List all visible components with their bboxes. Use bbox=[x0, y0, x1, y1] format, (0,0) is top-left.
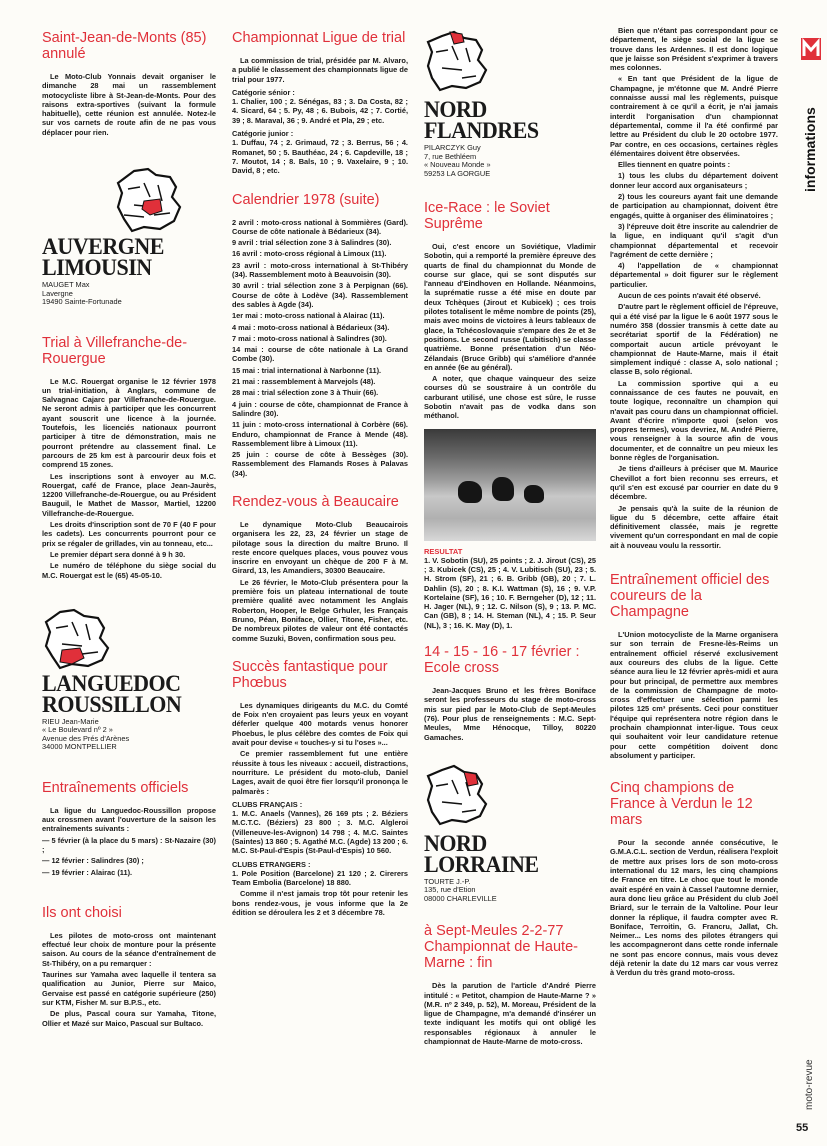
magazine-logo-icon bbox=[800, 36, 822, 62]
list-item: — 5 février (à la place du 5 mars) : St-Nazaire (30) ; bbox=[42, 835, 216, 854]
calendar-entry: 28 mai : trial sélection zone 3 à Thuir (66). bbox=[232, 388, 379, 398]
correspondent-address bbox=[424, 144, 596, 178]
region-map-auvergne-icon bbox=[114, 167, 184, 233]
magazine-name: moto-revue bbox=[804, 1059, 815, 1110]
section-label: informations bbox=[802, 107, 818, 192]
section-subheading: CLUBS FRANÇAIS : bbox=[232, 799, 303, 809]
article-body: 4) l'appellation de « championnat départemental » doit figurer sur le règlement particulier. bbox=[610, 261, 778, 289]
calendar-entry: 4 mai : moto-cross national à Bédarieux (34). bbox=[232, 322, 390, 332]
article-title-ecole-cross: 14 - 15 - 16 - 17 février : Ecole cross bbox=[424, 644, 580, 677]
page-sidebar bbox=[798, 0, 827, 1146]
article-title-ice-race: Ice-Race : le Soviet Suprême bbox=[424, 200, 550, 232]
article-body: Elles tiennent en quatre points : bbox=[618, 160, 731, 170]
article-title-entrainements: Entraînements officiels bbox=[42, 779, 189, 796]
region-map-languedoc-icon bbox=[42, 608, 112, 670]
article-body: Jean-Jacques Bruno et les frères Boniface seront les professeurs du stage de moto-cross mis sur pied par le Moto-Club de Sept-Meules (76). Pour plus de renseignements : M.C. Sept-Meules, Mme Hénocque, Tilloy, 80220 Gamaches. bbox=[424, 686, 596, 742]
article-body: Ce premier rassemblement fut une entière réussite à tous les niveaux : accueil, distractions, nourriture. Le président du moto-club, Daniel Lages, avait de quoi être fier lorsqu'il prononça le palmarès : bbox=[232, 749, 408, 796]
article-title-beaucaire: Rendez-vous à Beaucaire bbox=[232, 493, 399, 510]
address-line: TOURTE J.-P. bbox=[424, 876, 471, 886]
calendar-entry: 11 juin : moto-cross international à Corbère (66). Enduro, championnat de France à Mende (48). Rassemblement libre à Limoux (11). bbox=[232, 420, 408, 448]
region-map-nord-flandres-icon bbox=[424, 30, 488, 94]
article-body: Je pensais qu'à la suite de la réunion de ligue du 5 décembre, cette affaire était définitivement classée, mais je regrette vivement qu'un correspondant en mal de copie ait à nouveau voulu la ressortir. bbox=[610, 503, 778, 550]
calendar-entry: 14 mai : course de côte nationale à La Grand Combe (30). bbox=[232, 345, 408, 364]
article-body: Taurines sur Yamaha avec laquelle il tentera sa qualification au Junior, Pierre sur Maico, Gervaise est passé en catégorie supérieure (250) sur KTM, Fisher M. sur B.P.S., etc. bbox=[42, 970, 216, 1007]
article-body: Je tiens d'ailleurs à préciser que M. Maurice Chevillot a fort bien reconnu ses erreurs, et qu'il s'en est excusé par courrier en date du 9 décembre. bbox=[610, 464, 778, 502]
results-heading: RESULTAT bbox=[424, 546, 463, 556]
article-body: Oui, c'est encore un Soviétique, Vladimir Sobotin, qui a remporté la première épreuve des quarts de final du championnat du Monde de course sur glace, qui se sont disputés sur l'anneau d'Eindhoven en Hollande. Néanmoins, la suprématie russe a été mise en doute par deux Tchèques (Jirout et Kubicek) ; ces trois pilotes totalisent le même nombre de points (25), mais avec moins de victoires à leurs tableaux de glace, la Tchécoslovaquie s'empare des 2e et 3e positions. Le second russe (Lubitisch) se classe quatrième. Bonne présentation d'un Néo-Zélandais (Bruce Gribb) qui s'améliore d'année en année (6e au général). bbox=[424, 242, 596, 372]
calendar-entry: 25 juin : course de côte à Bessèges (30). Rassemblement des Flamands Roses à Palavas (34). bbox=[232, 450, 408, 478]
article-body: Le numéro de téléphone du siège social du M.C. Rouergat est le (65) 45-05-10. bbox=[42, 561, 216, 580]
section-subheading: Catégorie junior : bbox=[232, 129, 294, 139]
article-title-sept-meules: à Sept-Meules 2-2-77 Championnat de Haute-Marne : fin bbox=[424, 923, 578, 972]
article-body: Comme il n'est jamais trop tôt pour retenir les bons rendez-vous, je vous informe que la 2e édition se déroulera les 2 et 3 décembre 78. bbox=[232, 889, 408, 918]
calendar-entry: 9 avril : trial sélection zone 3 à Salindres (30). bbox=[232, 238, 392, 248]
correspondent-address bbox=[424, 878, 596, 904]
article-body: 1. Duffau, 74 ; 2. Grimaud, 72 ; 3. Berrus, 56 ; 4. Romanet, 50 ; 5. Bauthéac, 24 ; 6. Capdeville, 18 ; 7. Moutot, 14 ; 8. Bals, 10 ; 9. Vaxelaire, 9 ; 10. David, 8 ; etc. bbox=[232, 138, 408, 176]
calendar-entry: 21 mai : rassemblement à Marvejols (48). bbox=[232, 377, 376, 387]
article-body: Les pilotes de moto-cross ont maintenant effectué leur choix de monture pour la présente saison. Au cours de la séance d'entraînement de St-Thibéry, on a pu remarquer : bbox=[42, 930, 216, 968]
article-title-phoebus: Succès fantastique pour Phœbus bbox=[232, 658, 388, 691]
article-title-ils-ont-choisi: Ils ont choisi bbox=[42, 904, 122, 921]
article-body: Pour la seconde année consécutive, le G.M.A.C.L. section de Verdun, réalisera l'exploit de mettre aux prises lors de son moto-cross international du 12 mars, les cinq champions de France en titre. Le choc que tout le monde avait espéré en vain à Cassel l'automne dernier, aura donc lieu grâce au Président du club Joël Briard, sur le terrain de la Valtoline. Pour leur donner la réplique, il faudra compter avec R. Boniface, Terroitin, G. Francru, Jallat, Ch. Neimer... Les noms des pilotes étrangers qui les accompagneront dans cette ronde infernale ne sont pas encore connus, mais vous devez déjà retenir la date du 12 mars car vous verrez à Verdun du très grand moto-cross. bbox=[610, 838, 778, 978]
address-line: 19490 Sainte-Fortunade bbox=[42, 297, 122, 307]
article-body: Bien que n'étant pas correspondant pour ce département, le siège social de la ligue se trouve dans les Ardennes. Il est donc logique que je laisse son Président s'exprimer à travers mes colonnes. bbox=[610, 26, 778, 73]
article-body: L'Union motocycliste de la Marne organisera sur son terrain de Fresne-lès-Reims un entraînement officiel réservé exclusivement aux coureurs des clubs de la ligue. Cette séance aura lieu le 12 février après-midi et aura pour but principal, de permettre aux membres de la commission de Champagne de moto-cross d'effectuer une sélection parmi les pilotes 125 cm³ présents. Ceci pour constituer l'équipe qui représentera notre région dans le prochain championnat inter-ligue. Tous ceux qui souhaitent voir leur candidature retenue pour cette compétition doivent donc absolument y participer. bbox=[610, 630, 778, 760]
address-line: 7, rue Bethléem bbox=[424, 151, 477, 161]
address-line: Lavergne bbox=[42, 288, 73, 298]
results-list: 1. V. Sobotin (SU), 25 points ; 2. J. Jirout (CS), 25 ; 3. Kubicek (CS), 25 ; 4. V. Lubitisch (SU), 23 ; 5. H. Strom (SF), 21 ; 6. B. Gribb (GB), 20 ; 7. L. Dahlin (S), 20 ; 8. K.I. Wattman (S), 16 ; 9. V.P. Kortelaine (SF), 16 ; 10. F. Berngeher (D), 12 ; 11. H. Jager (NL), 9 ; 12. C. Nilson (S), 9 ; 13. P. MC. Can (GB), 8 ; 14. H. Steman (NL), 4 ; 15. P. Seur (NL), 3 ; 16. K. May (D), 1. bbox=[424, 555, 596, 630]
region-title-auvergne bbox=[42, 232, 216, 281]
article-body: 1. M.C. Anaels (Vannes), 26 169 pts ; 2. Béziers M.C.T.C. (Béziers) 23 800 ; 3. M.C. Algleroi (Villeneuve-les-Avignon) 14 798 ; 4. M.C. Saintes (Saintes) 13 860 ; 5. Agathé M.C. (Agde) 13 200 ; 6. M.C. St-Paul-d'Espis (St-Paul-d'Espis) 10 560. bbox=[232, 809, 408, 856]
article-body: Dès la parution de l'article d'André Pierre intitulé : « Petitot, champion de Haute-Marne ? » (M.R. nº 2 349, p. 52), M. Moreau, Président de la ligue de Champagne, m'a demandé d'insérer un texte indiquant les motifs qui ont obligé les responsables régionaux à annuler le championnat de Haute-Marne de moto-cross. bbox=[424, 981, 596, 1047]
calendar-entry: 23 avril : moto-cross international à St-Thibéry (34). Rassemblement moto à Beauvoisin (30). bbox=[232, 260, 408, 280]
article-body: La commission sportive qui a eu connaissance de ces fautes ne pouvait, en toute logique, reconnaître un champion qui n'avait pas couru dans un championnat officiel. Avant d'écrire n'importe quoi (selon vos propres termes), vous devriez, M. André Pierre, vous renseigner à la source afin de vous documenter, et de connaître un peu mieux les bonne règles de l'organisation. bbox=[610, 378, 778, 463]
article-body: « En tant que Président de la ligue de Champagne, je m'étonne que M. André Pierre connaisse aussi mal les règlements, puisque contrairement à ce qu'il a écrit, je n'ai jamais interdit l'organisation d'un championnat départemental, comme il l'a été confirmé par lettre au Président du club le 20 octobre 1977. Par contre, en ces occasions, certaines règles élémentaires doivent être observées. bbox=[610, 74, 778, 158]
column-1 bbox=[42, 30, 216, 1030]
article-body: 3) l'épreuve doit être inscrite au calendrier de la ligue, en indiquant qu'il s'agit d'un championnat départemental et recevoir l'agrément de cette dernière ; bbox=[610, 221, 778, 259]
article-body: A noter, que chaque vainqueur des seize courses dû se soustraire à un contrôle du carburant utilisé, une chose est sûre, le russe Sobotin n'avait pas de vodka dans son méthanol. bbox=[424, 374, 596, 421]
article-title-calendrier: Calendrier 1978 (suite) bbox=[232, 191, 380, 208]
article-title-saint-jean: Saint-Jean-de-Monts (85) annulé bbox=[42, 30, 207, 62]
article-body: Les dynamiques dirigeants du M.C. du Comté de Foix n'en croyaient pas leurs yeux en voyant déferler quelque 400 motards venus honorer Phoebus, le plus célèbre des comtes de Foix qui avait pour devise « touches-y si tu l'oses »... bbox=[232, 700, 408, 748]
address-line: 135, rue d'Etion bbox=[424, 885, 476, 895]
calendar-entry: 15 mai : trial international à Narbonne (11). bbox=[232, 365, 382, 375]
region-title-languedoc bbox=[42, 669, 216, 717]
region-title-nord-flandres: NORD FLANDRES bbox=[424, 95, 539, 144]
calendar-entry: 4 juin : course de côte, championnat de France à Salindre (30). bbox=[232, 399, 408, 418]
article-body: Les droits d'inscription sont de 70 F (40 F pour les cadets). Les concurrents pourront pour ce prix se régaler de grillades, vin au tonneau, etc... bbox=[42, 520, 216, 548]
section-subheading: Catégorie sénior : bbox=[232, 87, 295, 97]
article-title-verdun: Cinq champions de France à Verdun le 12 mars bbox=[610, 780, 753, 829]
list-item: — 12 février : Salindres (30) ; bbox=[42, 856, 144, 866]
address-line: PILARCZYK Guy bbox=[424, 143, 481, 152]
address-line: 59253 LA GORGUE bbox=[424, 168, 491, 178]
article-body: D'autre part le règlement officiel de l'épreuve, qui a été visé par la ligue le 6 août 1977 sous le numéro 358 (dossier transmis à cette date au secrétariat sportif de la Fédération) ne comportait aucun article prévoyant le championnat de Haute-Marne, mais il était simplement indiqué : classe A, solo national ; classe B, solo régional. bbox=[610, 302, 778, 377]
calendar-entry: 2 avril : moto-cross national à Sommières (Gard). Course de côte nationale à Bédarieux (34). bbox=[232, 217, 408, 236]
article-title-championnat-trial: Championnat Ligue de trial bbox=[232, 30, 406, 46]
region-title-line: ROUSSILLON bbox=[42, 690, 182, 717]
list-item: — 19 février : Alairac (11). bbox=[42, 867, 133, 877]
calendar-entry: 1er mai : moto-cross national à Alairac (11). bbox=[232, 311, 385, 321]
column-3 bbox=[424, 30, 596, 1048]
correspondent-address bbox=[42, 718, 216, 752]
article-body: La ligue du Languedoc-Roussillon propose aux crossmen avant l'ouverture de la saison les entraînements suivants : bbox=[42, 805, 216, 834]
article-body: 2) tous les coureurs ayant fait une demande de participation au championnat, doivent être engagés, quitte à organiser des éliminatoires ; bbox=[610, 192, 778, 220]
address-line: 34000 MONTPELLIER bbox=[42, 742, 117, 752]
article-body: De plus, Pascal coura sur Yamaha, Titone, Ollier et Mazé sur Maico, Pascual sur Bultaco. bbox=[42, 1009, 216, 1028]
article-title-champagne: Entraînement officiel des coureurs de la Champagne bbox=[610, 572, 770, 621]
article-title-trial: Trial à Villefranche-de-Rouergue bbox=[42, 334, 188, 367]
article-body: 1. Chalier, 100 ; 2. Sénégas, 83 ; 3. Da Costa, 82 ; 4. Sicard, 64 ; 5. Py, 48 ; 6. Bubois, 42 ; 7. Cortié, 39 ; 8. Maraval, 36 ; 9. André et Pla, 29 ; etc. bbox=[232, 97, 408, 125]
region-map-nord-lorraine-icon bbox=[424, 764, 488, 828]
address-line: 08000 CHARLEVILLE bbox=[424, 893, 497, 903]
column-2 bbox=[232, 30, 408, 919]
region-title-line: LANGUEDOC bbox=[42, 669, 181, 696]
article-body: Le 26 février, le Moto-Club présentera pour la première fois un plateau international de toute première qualité avec notamment les Anglais Roberton, Hooper, le Belge Grhuler, les Français Bruno, Péan, Boniface, Ollier, Titone, Fisher, etc. De nombreux pilotes de valeur ont été contactés comme Suzuki, Boven, confirmation sous peu. bbox=[232, 577, 408, 643]
address-line: Avenue des Prés d'Arènes bbox=[42, 733, 130, 743]
address-line: MAUGET Max bbox=[42, 280, 90, 290]
article-body: 1) tous les clubs du département doivent donner leur accord aux organisateurs ; bbox=[610, 171, 778, 190]
calendar-entry: 30 avril : trial sélection zone 3 à Perpignan (66). Course de côte à Lodève (34). Rassemblement des sables à Agde (34). bbox=[232, 281, 408, 309]
article-body: Le dynamique Moto-Club Beaucairois organisera les 22, 23, 24 février un stage de pilotage sous la direction du maître Bruno. Il reste encore quelques places, vous pouvez vous inscrire en envoyant un chèque de 200 F à M. Girard, 13, les Amandiers, 30300 Beaucaire. bbox=[232, 519, 408, 576]
address-line: « Nouveau Monde » bbox=[424, 160, 491, 169]
section-subheading: CLUBS ETRANGERS : bbox=[232, 859, 311, 869]
article-body: Aucun de ces points n'avait été observé. bbox=[618, 291, 761, 301]
ice-race-photo bbox=[424, 429, 596, 541]
article-body: Les inscriptions sont à envoyer au M.C. Rouergat, café de France, place Jean-Jaurès, 12200 Villefranche-de-Rouergue, ou au Président Bauguil, le Mathet de Massor, Martiel, 12200 Villefranche-de-Rouergue. bbox=[42, 471, 216, 518]
article-body: Le M.C. Rouergat organise le 12 février 1978 un trial-initiation, à Anglars, commune de Salvagnac Cajarc par Villefranche-de-Rouergue. Ne seront admis à participer que les concurrent ayant souscrit une licence à la journée. Toutefois, les licenciés nationaux pourront participer à titre de démonstration, mais ne pourront prétendre au classement final. Le parcours de 25 km est à parcourir deux fois et comprend 15 zones. bbox=[42, 376, 216, 470]
address-line: « Le Boulevard nº 2 » bbox=[42, 725, 113, 735]
page-number: 55 bbox=[796, 1122, 809, 1134]
article-body: La commission de trial, présidée par M. Alvaro, a publié le classement des championnats ligue de trial pour 1977. bbox=[232, 56, 408, 84]
calendar-entry: 16 avril : moto-cross régional à Limoux (11). bbox=[232, 249, 387, 259]
region-title-line: AUVERGNE bbox=[42, 232, 164, 260]
article-body: Le premier départ sera donné à 9 h 30. bbox=[50, 549, 186, 559]
address-line: RIEU Jean-Marie bbox=[42, 716, 99, 726]
correspondent-address bbox=[42, 281, 216, 307]
article-body: 1. Pole Position (Barcelone) 21 120 ; 2. Cirerers Team Embolia (Barcelone) 18 880. bbox=[232, 868, 408, 888]
column-4 bbox=[610, 26, 778, 980]
region-title-nord-lorraine: NORD LORRAINE bbox=[424, 829, 539, 877]
region-title-line: LIMOUSIN bbox=[42, 253, 152, 281]
article-body: Le Moto-Club Yonnais devait organiser le dimanche 28 mai un rassemblement motocycliste libre à St-Jean-de-Monts. Pour des raisons extra-sportives (suivant la formule habituelle), cette réunion est annulée. Notez-le sur vos carnets de route afin de ne pas vous déplacer pour rien. bbox=[42, 72, 216, 137]
calendar-entry: 7 mai : moto-cross national à Salindres (30). bbox=[232, 333, 387, 343]
